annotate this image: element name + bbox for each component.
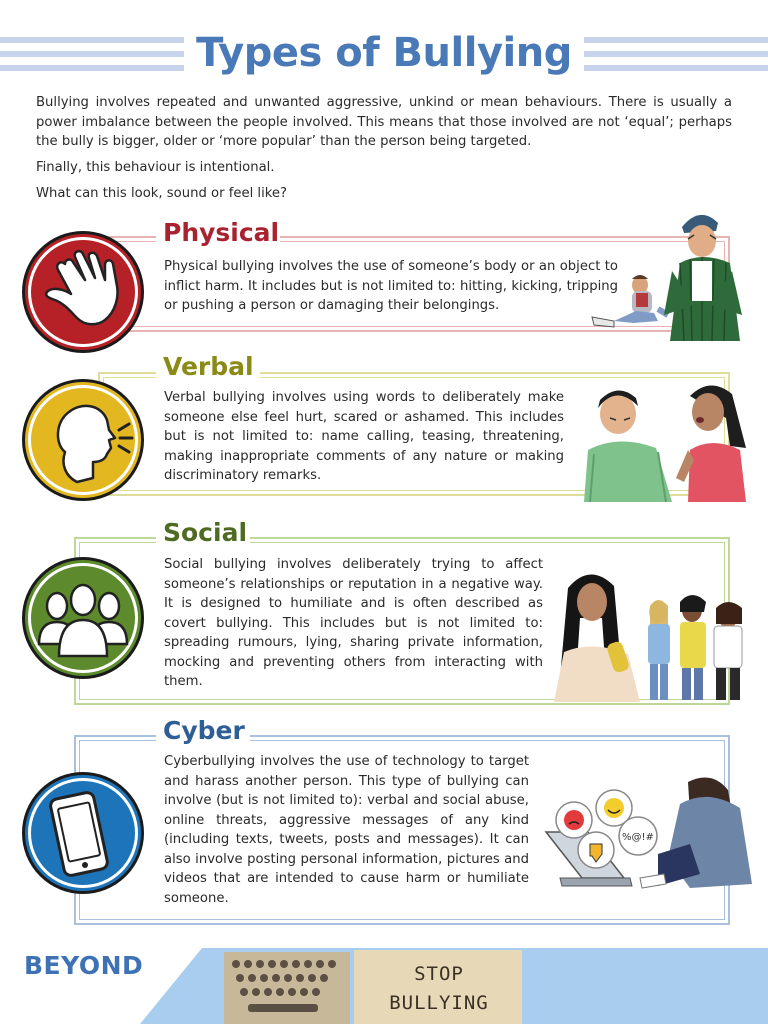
verbal-bullying-illustration — [580, 378, 756, 502]
swear-bubble — [619, 817, 657, 855]
stop-bullying-line-1: STOP — [414, 963, 464, 985]
cyberbullying-illustration — [540, 774, 756, 896]
fallen-kid-figure — [592, 275, 668, 327]
social-icon-badge — [22, 557, 144, 679]
typewriter-image — [224, 952, 350, 1024]
swear-bubble-text: %@!# — [622, 832, 654, 843]
sad-boy-figure — [584, 390, 672, 502]
shouting-head-icon — [25, 382, 141, 498]
physical-bullying-illustration — [584, 205, 756, 341]
physical-heading: Physical — [163, 218, 280, 247]
cyber-heading: Cyber — [163, 716, 245, 745]
stop-bullying-line-2: BULLYING — [389, 992, 489, 1014]
stop-bullying-sign — [366, 960, 512, 1018]
header-decoration-left — [0, 37, 184, 77]
physical-description: Physical bullying involves the use of someone’s body or an object to inflict harm. It includes but is not limited to: hitting, kicking, tripping or pushing a person or damaging their belongings. — [164, 259, 618, 313]
verbal-heading: Verbal — [163, 352, 254, 381]
verbal-icon-badge — [22, 379, 144, 501]
header-decoration-right — [584, 37, 768, 77]
beyond-logo: BEYOND — [24, 951, 144, 980]
physical-icon-badge — [22, 231, 144, 353]
intro-paragraph: Finally, this behaviour is intentional. — [36, 160, 275, 175]
intro-paragraph: Bullying involves repeated and unwanted aggressive, unkind or mean behaviours. There is usually a power imbalance between the people involved. This means that those involved are not ‘equal’; perhaps the bully is bigger, older or ‘more popular’ than the person being targeted. — [36, 95, 732, 149]
angry-emoji-bubble — [556, 802, 592, 838]
intro-question: What can this look, sound or feel like? — [36, 186, 288, 201]
bully-figure — [664, 215, 742, 341]
social-bullying-illustration — [546, 568, 756, 702]
shouting-girl-figure — [676, 385, 746, 502]
social-description: Social bullying involves deliberately trying to affect someone’s relationships or reputation in a negative way. It is designed to humiliate and is often described as covert bullying. This includes but is not limited to: spreading rumours, lying, sharing private information, mocking and preventing others from interacting with them. — [164, 557, 543, 689]
group-of-girls-figures — [648, 595, 742, 700]
social-heading: Social — [163, 518, 248, 547]
group-people-icon — [25, 560, 141, 676]
smartphone-icon — [25, 775, 141, 891]
cyber-description: Cyberbullying involves the use of technology to target and harass another person. This type of bullying can involve (but is not limited to): verbal and social abuse, online threats, aggressive messages of any kind (including texts, tweets, posts and messages). It can also involve posting personal information, pictures and videos that are intended to cause harm or humiliate someone. — [164, 754, 529, 906]
excluded-girl-figure — [554, 574, 640, 702]
raised-hand-icon — [25, 234, 141, 350]
thumbs-down-bubble — [578, 832, 614, 868]
verbal-description: Verbal bullying involves using words to deliberately make someone else feel hurt, scared or ashamed. This includes but is not limited to: name calling, teasing, threatening, making inappropriate comments of any nature or making discriminatory remarks. — [164, 390, 564, 483]
page-title: Types of Bullying — [196, 30, 572, 76]
cyber-icon-badge — [22, 772, 144, 894]
